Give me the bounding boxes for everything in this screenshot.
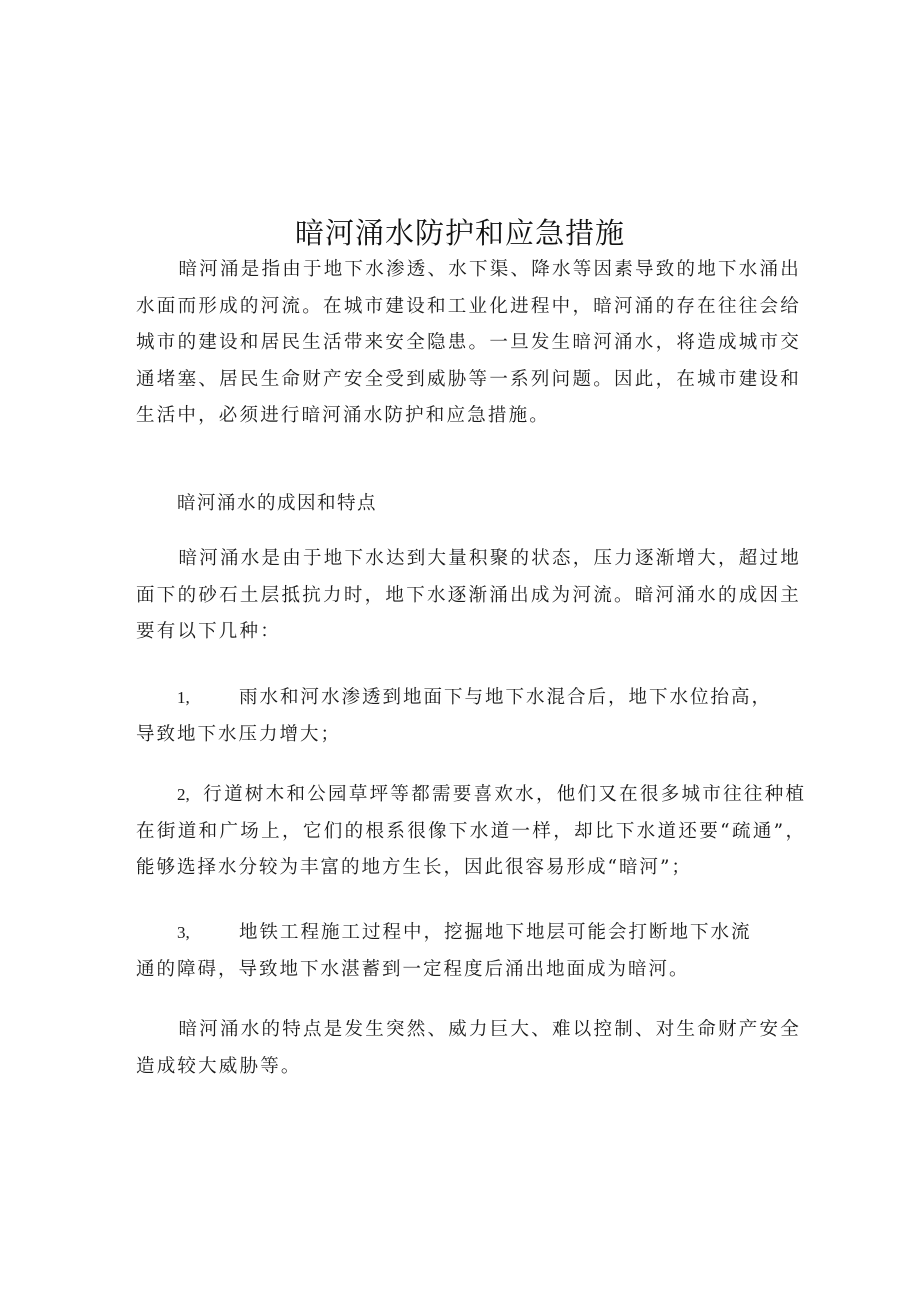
- list-item-text-line2: 通的障碍，导致地下水湛蓄到一定程度后涌出地面成为暗河。: [136, 958, 690, 980]
- intro-paragraph: 暗河涌是指由于地下水渗透、水下渠、降水等因素导致的地下水涌出水面而形成的河流。在城市建设和工业化进程中，暗河涌的存在往往会给城市的建设和居民生活带来安全隐患。一旦发生暗河涌水，将造成城市交通堵塞、居民生命财产安全受到威胁等一系列问题。因此，在城市建设和生活中，必须进行暗河涌水防护和应急措施。: [136, 259, 801, 426]
- list-item: [136, 680, 806, 753]
- list-item-text-line1: 雨水和河水渗透到地面下与地下水混合后，地下水位抬高，: [239, 687, 773, 708]
- list-item-number: 3,: [177, 923, 190, 942]
- list-item: [136, 777, 806, 887]
- list-item-number: 2,: [177, 785, 190, 804]
- section-heading: 暗河涌水的成因和特点: [177, 493, 378, 514]
- features-paragraph: 暗河涌水的特点是发生突然、威力巨大、难以控制、对生命财产安全造成较大威胁等。: [136, 1019, 801, 1077]
- document-title: 暗河涌水防护和应急措施: [294, 216, 625, 250]
- list-item-text-line2: 导致地下水压力增大；: [136, 723, 342, 745]
- list-item-text: 行道树木和公园草坪等都需要喜欢水，他们又在很多城市往往种植在街道和广场上，它们的根系很像下水道一样，却比下水道还要“疏通”，能够选择水分较为丰富的地方生长，因此很容易形成“暗河”；: [136, 784, 806, 878]
- causes-intro-paragraph: 暗河涌水是由于地下水达到大量积聚的状态，压力逐渐增大，超过地面下的砂石土层抵抗力时，地下水逐渐涌出成为河流。暗河涌水的成因主要有以下几种：: [136, 548, 801, 642]
- list-item: [136, 915, 806, 988]
- list-item-number: 1,: [177, 688, 190, 707]
- list-item-text-line1: 地铁工程施工过程中，挖掘地下地层可能会打断地下水流: [239, 922, 752, 943]
